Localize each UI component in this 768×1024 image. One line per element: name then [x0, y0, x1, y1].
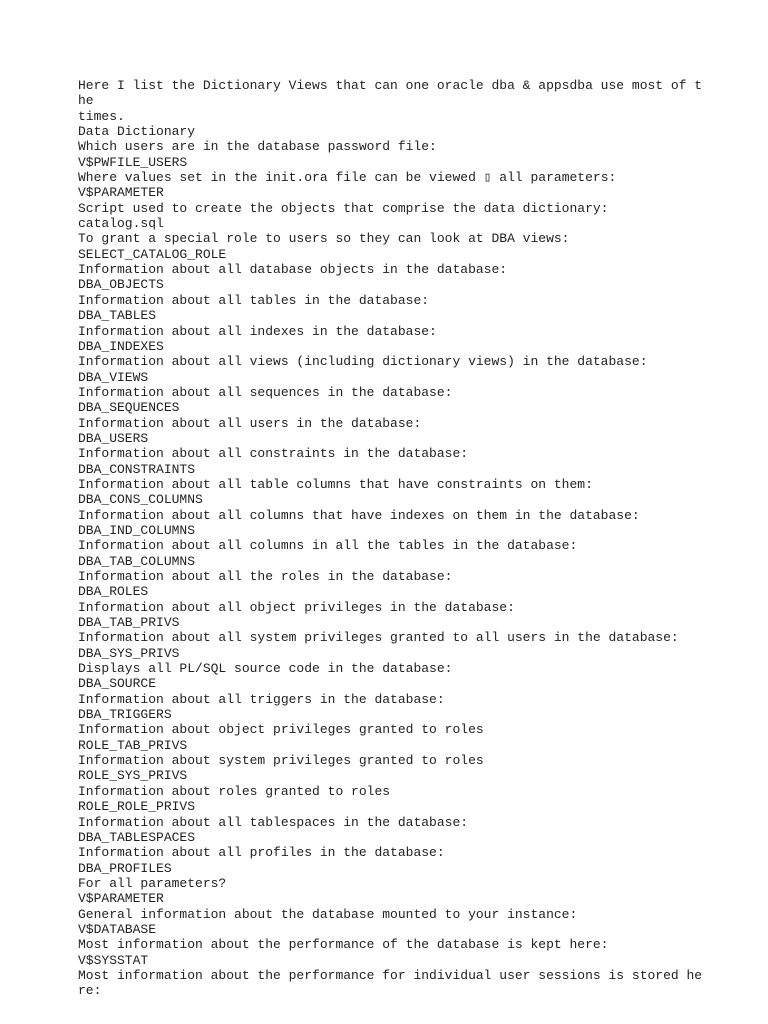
text-line: V$PWFILE_USERS — [78, 154, 188, 170]
text-line: Information about all profiles in the database: — [78, 845, 445, 861]
text-line: Information about all constraints in the database: — [78, 446, 469, 462]
text-line: Information about all object privileges in the database: — [78, 599, 515, 615]
text-line: Information about all views (including dictionary views) in the database: — [78, 354, 648, 370]
text-line: times. — [78, 108, 125, 124]
text-line: ROLE_TAB_PRIVS — [78, 737, 188, 753]
text-line: DBA_PROFILES — [78, 860, 172, 876]
text-line: DBA_ROLES — [78, 584, 149, 600]
text-line: Most information about the performance of the database is kept here: — [78, 937, 609, 953]
text-line: DBA_CONS_COLUMNS — [78, 492, 203, 508]
text-line: catalog.sql — [78, 216, 164, 232]
document-text — [78, 78, 738, 999]
text-line: DBA_TAB_COLUMNS — [78, 553, 196, 569]
text-line: Information about all tablespaces in the database: — [78, 814, 469, 830]
text-line: Here I list the Dictionary Views that can one oracle dba & appsdba use most of t — [78, 78, 703, 93]
text-line: Information about all database objects in the database: — [78, 262, 508, 278]
text-line: DBA_TABLES — [78, 308, 157, 324]
text-line: For all parameters? — [78, 875, 227, 891]
text-line: V$PARAMETER — [78, 185, 164, 201]
text-line: DBA_TABLESPACES — [78, 829, 196, 845]
text-line: DBA_USERS — [78, 430, 149, 446]
text-line: DBA_OBJECTS — [78, 277, 164, 293]
text-line: Which users are in the database password file: — [78, 139, 437, 155]
text-line: Information about roles granted to roles — [78, 783, 391, 799]
text-line: Data Dictionary — [78, 124, 196, 140]
text-line: DBA_INDEXES — [78, 338, 164, 354]
text-line: DBA_TAB_PRIVS — [78, 615, 180, 631]
text-line: Information about all sequences in the database: — [78, 384, 453, 400]
text-line: Where values set in the init.ora file can be viewed ▯ all parameters: — [78, 170, 617, 186]
text-line: Information about all tables in the database: — [78, 292, 430, 308]
text-line: Information about all columns in all the tables in the database: — [78, 538, 578, 554]
text-line: SELECT_CATALOG_ROLE — [78, 246, 227, 262]
text-line: Information about object privileges granted to roles — [78, 722, 484, 738]
text-line: General information about the database mounted to your instance: — [78, 906, 578, 922]
text-line: V$PARAMETER — [78, 891, 164, 907]
text-line: DBA_VIEWS — [78, 369, 149, 385]
text-line: ROLE_SYS_PRIVS — [78, 768, 188, 784]
text-line: DBA_SEQUENCES — [78, 400, 180, 416]
text-line: Script used to create the objects that comprise the data dictionary: — [78, 200, 609, 216]
text-line: Information about all columns that have indexes on them in the database: — [78, 507, 640, 523]
text-line: DBA_TRIGGERS — [78, 707, 172, 723]
text-line: Information about all triggers in the database: — [78, 691, 445, 707]
text-line: Most information about the performance for individual user sessions is stored he — [78, 967, 703, 983]
text-line: V$DATABASE — [78, 921, 157, 937]
text-line: DBA_IND_COLUMNS — [78, 522, 196, 538]
text-line: DBA_SOURCE — [78, 676, 157, 692]
text-line: Information about all users in the database: — [78, 415, 422, 431]
text-line: V$SYSSTAT — [78, 952, 149, 968]
text-line: Displays all PL/SQL source code in the database: — [78, 661, 453, 677]
text-line: To grant a special role to users so they can look at DBA views: — [78, 231, 570, 247]
text-line: he — [78, 93, 94, 109]
text-line: DBA_CONSTRAINTS — [78, 461, 196, 477]
text-line: Information about all system privileges granted to all users in the database: — [78, 630, 679, 646]
text-line: Information about system privileges granted to roles — [78, 753, 484, 769]
text-line: DBA_SYS_PRIVS — [78, 645, 180, 661]
text-line: ROLE_ROLE_PRIVS — [78, 799, 196, 815]
text-line: Information about all table columns that have constraints on them: — [78, 476, 593, 492]
text-line: Information about all the roles in the database: — [78, 569, 453, 584]
text-line: re: — [78, 983, 102, 999]
text-line: Information about all indexes in the database: — [78, 323, 437, 339]
